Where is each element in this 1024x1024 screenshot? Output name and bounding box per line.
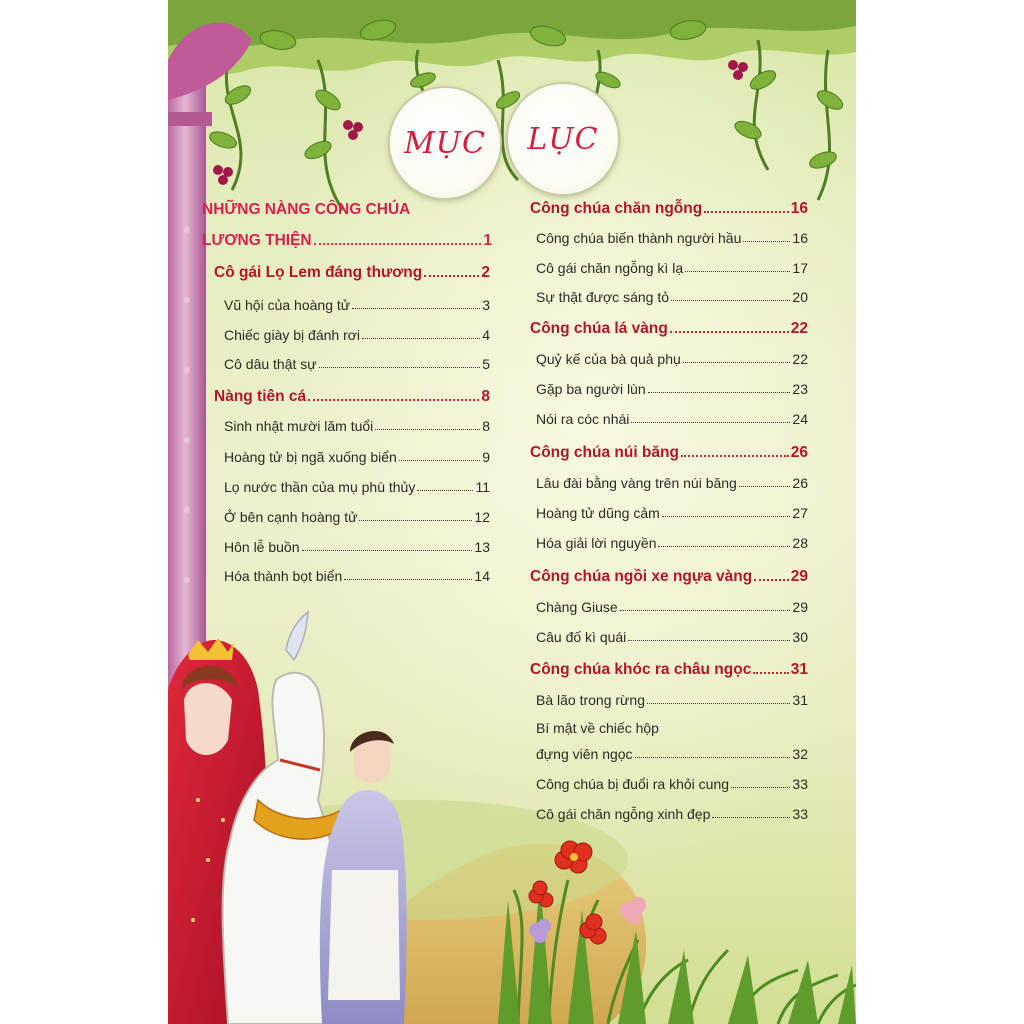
dot-leader [302, 550, 473, 551]
chapter-title: Công chúa khóc ra châu ngọc [530, 661, 752, 678]
toc-title-badge-left: MỤC [390, 88, 500, 198]
page-number: 22 [790, 320, 808, 337]
entry-title-line1: Bí mật về chiếc hộp [536, 720, 659, 736]
top-vines [168, 0, 856, 210]
dot-leader [308, 399, 479, 401]
dot-leader [631, 422, 790, 423]
page-number: 26 [790, 444, 808, 461]
dot-leader [375, 429, 480, 430]
dot-leader [671, 300, 790, 301]
toc-entry[interactable] [224, 566, 490, 584]
chapter-title: Công chúa ngồi xe ngựa vàng [530, 568, 753, 585]
dot-leader [352, 308, 480, 309]
toc-chapter[interactable] [530, 318, 808, 338]
toc-entry[interactable] [536, 533, 808, 551]
dot-leader [417, 490, 473, 491]
dot-leader [362, 338, 480, 339]
section-heading-line2[interactable] [202, 230, 492, 250]
page-number: 16 [792, 230, 808, 246]
entry-title: Sự thật được sáng tỏ [536, 289, 669, 305]
page-number: 14 [474, 568, 490, 584]
dot-leader [635, 757, 791, 758]
page-number: 29 [790, 568, 808, 585]
entry-title: Hoàng tử bị ngã xuống biển [224, 449, 397, 465]
entry-title: Công chúa bị đuổi ra khỏi cung [536, 776, 730, 792]
dot-leader [753, 672, 788, 674]
page-number: 28 [792, 535, 808, 551]
page-number: 24 [792, 411, 808, 427]
dot-leader [648, 392, 791, 393]
toc-entry[interactable] [536, 503, 808, 521]
page-number: 8 [482, 418, 490, 434]
dot-leader [685, 271, 790, 272]
toc-entry[interactable] [536, 473, 808, 491]
toc-entry[interactable] [536, 690, 808, 708]
entry-title: Hóa giải lời nguyền [536, 535, 657, 551]
toc-chapter[interactable] [530, 566, 808, 586]
dot-leader [683, 362, 791, 363]
entry-title: Công chúa biến thành người hầu [536, 230, 742, 246]
page-number: 2 [481, 264, 490, 281]
toc-entry[interactable] [224, 325, 490, 343]
page-number: 31 [792, 692, 808, 708]
toc-chapter[interactable] [214, 386, 490, 406]
dot-leader [712, 817, 790, 818]
entry-title: Chàng Giuse [536, 599, 618, 615]
toc-entry[interactable] [224, 537, 490, 555]
page-number: 9 [482, 449, 490, 465]
page-number: 12 [474, 509, 490, 525]
page-number: 4 [482, 327, 490, 343]
toc-chapter[interactable] [214, 262, 490, 282]
dot-leader [681, 455, 789, 457]
dot-leader [314, 243, 482, 245]
entry-title: Bà lão trong rừng [536, 692, 645, 708]
entry-title: Cô dâu thật sự [224, 356, 317, 372]
page-number: 16 [790, 200, 808, 217]
toc-entry[interactable] [536, 379, 808, 397]
entry-title: Hóa thành bọt biển [224, 568, 343, 584]
entry-title: Cô gái chăn ngỗng xinh đẹp [536, 806, 711, 822]
page-number: 26 [792, 475, 808, 491]
toc-entry[interactable] [224, 447, 490, 465]
toc-entry[interactable] [536, 258, 808, 276]
page-number: 13 [474, 539, 490, 555]
page-number: 22 [792, 351, 808, 367]
entry-title: Lâu đài bằng vàng trên núi băng [536, 475, 737, 491]
entry-title: Nói ra cóc nhái [536, 411, 630, 427]
entry-title: đựng viên ngọc [536, 746, 633, 762]
chapter-title: Công chúa núi băng [530, 444, 679, 461]
toc-entry[interactable] [536, 228, 808, 246]
dot-leader [359, 520, 472, 521]
page-number: 29 [792, 599, 808, 615]
page-number: 5 [482, 356, 490, 372]
toc-entry[interactable] [224, 477, 490, 495]
toc-entry[interactable] [224, 507, 490, 525]
dot-leader [754, 579, 789, 581]
chapter-title: Cô gái Lọ Lem đáng thương [214, 264, 423, 281]
dot-leader [739, 486, 791, 487]
page-number: 17 [792, 260, 808, 276]
toc-chapter[interactable] [530, 198, 808, 218]
entry-title: Gặp ba người lùn [536, 381, 646, 397]
dot-leader [424, 275, 479, 277]
dot-leader [628, 640, 790, 641]
entry-title: Sinh nhật mười lăm tuổi [224, 418, 374, 434]
page-number: 27 [792, 505, 808, 521]
page-number: 8 [481, 388, 490, 405]
page-number: 30 [792, 629, 808, 645]
toc-entry[interactable] [224, 354, 490, 372]
entry-title: Vũ hội của hoàng tử [224, 297, 351, 313]
dot-leader [704, 211, 789, 213]
toc-title-badge-right: LỤC [508, 84, 618, 194]
section-heading-title: LƯƠNG THIỆN [202, 232, 312, 249]
toc-chapter[interactable] [530, 442, 808, 462]
page-number: 33 [792, 806, 808, 822]
toc-entry[interactable] [536, 409, 808, 427]
toc-entry[interactable] [536, 597, 808, 615]
toc-entry[interactable] [536, 744, 808, 762]
entry-title: Câu đố kì quái [536, 629, 627, 645]
page-number: 1 [483, 232, 492, 249]
toc-entry[interactable] [536, 349, 808, 367]
toc-entry[interactable] [536, 287, 808, 305]
chapter-title: Nàng tiên cá [214, 388, 307, 405]
book-page [168, 0, 856, 1024]
dot-leader [620, 610, 791, 611]
page-number: 3 [482, 297, 490, 313]
dot-leader [647, 703, 790, 704]
page-number: 32 [792, 746, 808, 762]
toc-entry[interactable] [536, 804, 808, 822]
entry-title: Quỷ kế của bà quả phụ [536, 351, 681, 367]
page-number: 33 [792, 776, 808, 792]
entry-title: Hoàng tử dũng cảm [536, 505, 660, 521]
page-number: 11 [475, 479, 490, 495]
page-number: 31 [790, 661, 808, 678]
entry-title: Lọ nước thần của mụ phù thủy [224, 479, 416, 495]
dot-leader [662, 516, 791, 517]
entry-title: Chiếc giày bị đánh rơi [224, 327, 361, 343]
chapter-title: Công chúa chăn ngỗng [530, 200, 703, 217]
entry-title: Cô gái chăn ngỗng kì lạ [536, 260, 684, 276]
toc-entry[interactable] [224, 295, 490, 313]
toc-chapter[interactable] [530, 659, 808, 679]
toc-entry[interactable] [536, 774, 808, 792]
dot-leader [658, 546, 790, 547]
dot-leader [670, 331, 789, 333]
section-heading-line1: NHỮNG NÀNG CÔNG CHÚA [202, 201, 411, 218]
toc-entry[interactable] [536, 627, 808, 645]
entry-title: Ở bên cạnh hoàng tử [224, 509, 358, 525]
page-number: 20 [792, 289, 808, 305]
page-number: 23 [792, 381, 808, 397]
chapter-title: Công chúa lá vàng [530, 320, 668, 337]
entry-title: Hôn lễ buồn [224, 539, 300, 555]
toc-entry[interactable] [224, 416, 490, 434]
dot-leader [319, 367, 481, 368]
dot-leader [344, 579, 472, 580]
dot-leader [743, 241, 790, 242]
dot-leader [731, 787, 790, 788]
dot-leader [399, 460, 480, 461]
